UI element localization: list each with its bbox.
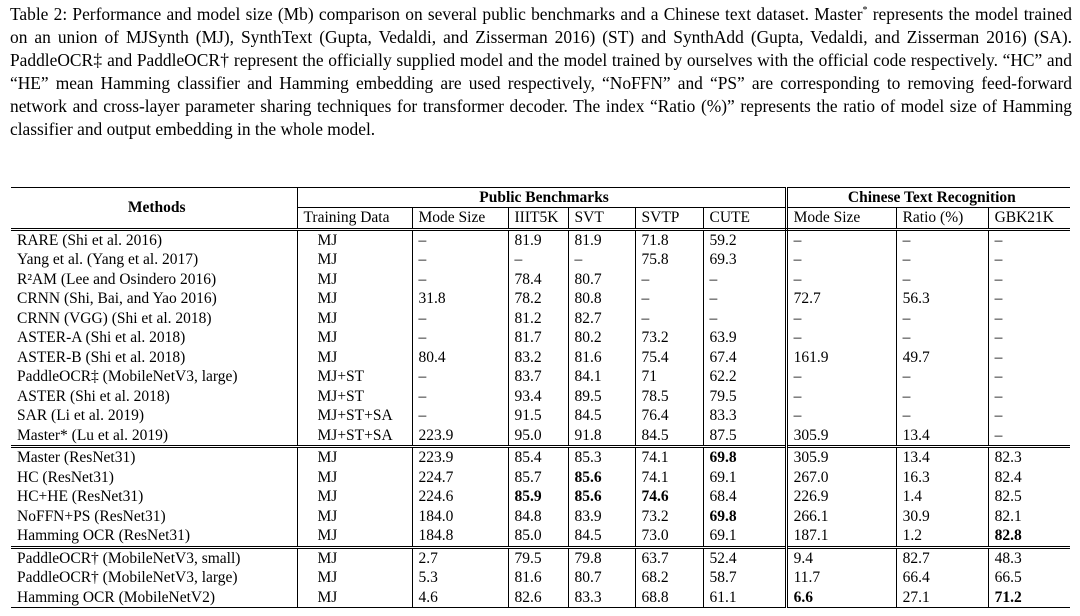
table-row	[11, 328, 1070, 348]
table-cell: 81.2	[508, 309, 568, 329]
caption-label: Table 2:	[10, 4, 68, 24]
table-row	[11, 426, 1070, 447]
table-cell: 85.0	[508, 526, 568, 547]
table-cell: 61.1	[703, 588, 786, 608]
table-cell: 82.8	[994, 527, 1022, 545]
table-cell: 82.4	[994, 468, 1022, 486]
table-cell: 4.6	[412, 588, 508, 608]
table-cell: 224.6	[412, 487, 508, 507]
table-row	[11, 387, 1070, 407]
table-row	[11, 568, 1070, 588]
table-cell: –	[703, 270, 786, 290]
table-cell: 74.6	[635, 487, 703, 507]
table-cell: 84.5	[635, 426, 703, 447]
table-cell: –	[994, 368, 1003, 386]
table-cell: 85.6	[568, 468, 635, 488]
col-svt: SVT	[568, 208, 635, 230]
table-cell: 81.9	[568, 229, 635, 250]
table-cell: 83.2	[508, 348, 568, 368]
table-cell: MJ+ST+SA	[297, 426, 412, 447]
table-cell: 81.7	[508, 328, 568, 348]
table-row	[11, 447, 1070, 468]
table-cell: –	[896, 328, 988, 348]
table-cell: 11.7	[786, 568, 896, 588]
table-cell: 58.7	[703, 568, 786, 588]
table-cell: –	[508, 250, 568, 270]
table-cell: 85.6	[568, 487, 635, 507]
table-cell: 68.8	[635, 588, 703, 608]
method-name: HC+HE (ResNet31)	[11, 487, 297, 507]
table-cell: 184.0	[412, 507, 508, 527]
table-cell: 91.5	[508, 406, 568, 426]
table-cell: 91.8	[568, 426, 635, 447]
table-cell: –	[412, 250, 508, 270]
section-resnet31	[11, 447, 1070, 548]
table-cell: 82.5	[994, 488, 1022, 506]
method-name: HC (ResNet31)	[11, 468, 297, 488]
table-cell: –	[412, 270, 508, 290]
table-cell: 74.1	[635, 468, 703, 488]
method-name: Master* (Lu et al. 2019)	[11, 426, 297, 447]
table-cell: MJ	[297, 289, 412, 309]
method-name: ASTER (Shi et al. 2018)	[11, 387, 297, 407]
table-cell: –	[412, 387, 508, 407]
table-cell: 81.6	[508, 568, 568, 588]
table-cell: –	[412, 309, 508, 329]
table-cell: 13.4	[896, 426, 988, 447]
table-cell: –	[994, 426, 1003, 444]
table-cell: 85.3	[568, 447, 635, 468]
method-name: SAR (Li et al. 2019)	[11, 406, 297, 426]
table-cell: MJ+ST	[297, 367, 412, 387]
table-cell: –	[412, 229, 508, 250]
table-cell: 79.5	[508, 547, 568, 568]
table-cell: 30.9	[896, 507, 988, 527]
table-cell: –	[994, 329, 1003, 347]
table-cell: –	[703, 289, 786, 309]
table-cell: 161.9	[786, 348, 896, 368]
method-name: CRNN (Shi, Bai, and Yao 2016)	[11, 289, 297, 309]
table-row	[11, 348, 1070, 368]
table-cell: 62.2	[703, 367, 786, 387]
table-cell: –	[896, 270, 988, 290]
table-cell: 69.3	[703, 250, 786, 270]
table-cell: 56.3	[896, 289, 988, 309]
table-cell: 184.8	[412, 526, 508, 547]
table-cell: 75.8	[635, 250, 703, 270]
chinese-text-header: Chinese Text Recognition	[786, 188, 1070, 208]
method-name: Master (ResNet31)	[11, 447, 297, 468]
table-cell: MJ+ST	[297, 387, 412, 407]
table-cell: 80.7	[568, 270, 635, 290]
table-cell: –	[896, 406, 988, 426]
table-cell: MJ	[297, 328, 412, 348]
method-name: NoFFN+PS (ResNet31)	[11, 507, 297, 527]
table-cell: –	[786, 270, 896, 290]
col-gbk21k: GBK21K	[988, 208, 1070, 230]
table-cell: 1.4	[896, 487, 988, 507]
col-cute: CUTE	[703, 208, 786, 230]
table-cell: –	[703, 309, 786, 329]
method-name: Hamming OCR (ResNet31)	[11, 526, 297, 547]
table-cell: 224.7	[412, 468, 508, 488]
table-cell: 84.5	[568, 526, 635, 547]
table-row	[11, 487, 1070, 507]
table-cell: 63.7	[635, 547, 703, 568]
method-name: ASTER-A (Shi et al. 2018)	[11, 328, 297, 348]
table-cell: 80.8	[568, 289, 635, 309]
table-cell: 66.4	[896, 568, 988, 588]
table-cell: 85.7	[508, 468, 568, 488]
table-cell: 76.4	[635, 406, 703, 426]
table-cell: 267.0	[786, 468, 896, 488]
table-cell: 52.4	[703, 547, 786, 568]
table-cell: 9.4	[786, 547, 896, 568]
table-cell: 89.5	[568, 387, 635, 407]
table-cell: 59.2	[703, 229, 786, 250]
table-cell: –	[412, 406, 508, 426]
col-svtp: SVTP	[635, 208, 703, 230]
table-row	[11, 468, 1070, 488]
table-cell: –	[994, 270, 1003, 288]
table-cell: 78.2	[508, 289, 568, 309]
table-cell: 79.5	[703, 387, 786, 407]
table-cell: –	[635, 309, 703, 329]
table-cell: 68.2	[635, 568, 703, 588]
table-cell: 84.1	[568, 367, 635, 387]
table-cell: 68.4	[703, 487, 786, 507]
table-cell: –	[994, 407, 1003, 425]
col-training-data: Training Data	[297, 208, 412, 230]
table-cell: MJ	[297, 348, 412, 368]
table-cell: MJ	[297, 487, 412, 507]
table-row	[11, 588, 1070, 608]
table-row	[11, 507, 1070, 527]
method-name: R²AM (Lee and Osindero 2016)	[11, 270, 297, 290]
table-cell: 84.8	[508, 507, 568, 527]
table-cell: 83.3	[568, 588, 635, 608]
table-cell: 66.5	[994, 569, 1022, 587]
table-cell: 16.3	[896, 468, 988, 488]
table-cell: 69.8	[703, 447, 786, 468]
table-cell: –	[412, 367, 508, 387]
method-name: PaddleOCR† (MobileNetV3, large)	[11, 568, 297, 588]
table-cell: 84.5	[568, 406, 635, 426]
table-cell: 81.9	[508, 229, 568, 250]
table-row	[11, 289, 1070, 309]
table-cell: 82.3	[988, 447, 1070, 468]
results-table	[11, 187, 1070, 608]
table-cell: 27.1	[896, 588, 988, 608]
table-cell: 85.4	[508, 447, 568, 468]
table-cell: 82.7	[568, 309, 635, 329]
table-cell: 71	[635, 367, 703, 387]
table-cell: –	[994, 348, 1003, 366]
table-row	[11, 229, 1070, 250]
table-row	[11, 250, 1070, 270]
table-cell: 223.9	[412, 447, 508, 468]
table-cell: MJ	[297, 526, 412, 547]
table-cell: 72.7	[786, 289, 896, 309]
col-mode-size: Mode Size	[412, 208, 508, 230]
table-cell: 83.3	[703, 406, 786, 426]
table-cell: 87.5	[703, 426, 786, 447]
public-benchmarks-header: Public Benchmarks	[297, 188, 786, 208]
col-cn-mode-size: Mode Size	[786, 208, 896, 230]
table-cell: 71.8	[635, 229, 703, 250]
table-row	[11, 309, 1070, 329]
method-name: RARE (Shi et al. 2016)	[11, 229, 297, 250]
table-cell: –	[568, 250, 635, 270]
table-cell: 79.8	[568, 547, 635, 568]
table-cell: MJ	[297, 250, 412, 270]
methods-header: Methods	[11, 188, 297, 230]
table-cell: 2.7	[412, 547, 508, 568]
table-row	[11, 547, 1070, 568]
table-cell: 74.1	[635, 447, 703, 468]
table-cell: 95.0	[508, 426, 568, 447]
table-cell: –	[994, 251, 1003, 269]
table-cell: –	[896, 367, 988, 387]
table-cell: –	[994, 290, 1003, 308]
table-cell: MJ	[297, 229, 412, 250]
table-cell: 1.2	[896, 526, 988, 547]
table-cell: –	[412, 328, 508, 348]
table-cell: MJ	[297, 468, 412, 488]
table-cell: 82.7	[896, 547, 988, 568]
table-cell: –	[994, 387, 1003, 405]
table-cell: MJ	[297, 270, 412, 290]
table-cell: 80.2	[568, 328, 635, 348]
table-cell: MJ	[297, 568, 412, 588]
table-cell: MJ+ST+SA	[297, 406, 412, 426]
table-cell: 13.4	[896, 447, 988, 468]
table-cell: 69.1	[703, 468, 786, 488]
table-cell: –	[786, 367, 896, 387]
method-name: CRNN (VGG) (Shi et al. 2018)	[11, 309, 297, 329]
table-cell: 6.6	[786, 588, 896, 608]
table-cell: –	[994, 309, 1003, 327]
caption-sup: *	[862, 5, 868, 17]
table-cell: –	[896, 250, 988, 270]
section-mobilenet	[11, 547, 1070, 608]
table-cell: –	[786, 328, 896, 348]
table-cell: 82.6	[508, 588, 568, 608]
table-cell: 73.0	[635, 526, 703, 547]
table-cell: –	[786, 309, 896, 329]
table-cell: –	[635, 270, 703, 290]
table-cell: –	[786, 229, 896, 250]
table-cell: 81.6	[568, 348, 635, 368]
table-cell: 73.2	[635, 328, 703, 348]
table-cell: 75.4	[635, 348, 703, 368]
table-row	[11, 526, 1070, 547]
table-cell: 305.9	[786, 426, 896, 447]
table-cell: 71.2	[988, 588, 1070, 608]
table-cell: 73.2	[635, 507, 703, 527]
table-cell: 49.7	[896, 348, 988, 368]
table-cell: MJ	[297, 447, 412, 468]
table-cell: 93.4	[508, 387, 568, 407]
table-cell: 226.9	[786, 487, 896, 507]
table-row	[11, 406, 1070, 426]
table-cell: 63.9	[703, 328, 786, 348]
table-cell: 83.9	[568, 507, 635, 527]
table-row	[11, 367, 1070, 387]
table-row	[11, 270, 1070, 290]
table-cell: MJ	[297, 507, 412, 527]
method-name: PaddleOCR‡ (MobileNetV3, large)	[11, 367, 297, 387]
table-cell: 305.9	[786, 447, 896, 468]
table-cell: 85.9	[508, 487, 568, 507]
table-cell: 5.3	[412, 568, 508, 588]
table-cell: MJ	[297, 309, 412, 329]
table-cell: –	[994, 231, 1003, 249]
table-cell: 223.9	[412, 426, 508, 447]
table-cell: MJ	[297, 547, 412, 568]
table-cell: –	[786, 250, 896, 270]
caption-text-1: Performance and model size (Mb) comparison on several public benchmarks and a Chinese text dataset. Master	[67, 4, 863, 24]
table-cell: 48.3	[988, 547, 1070, 568]
table-cell: 80.4	[412, 348, 508, 368]
table-cell: –	[896, 387, 988, 407]
method-name: ASTER-B (Shi et al. 2018)	[11, 348, 297, 368]
table-cell: –	[786, 406, 896, 426]
method-name: PaddleOCR† (MobileNetV3, small)	[11, 547, 297, 568]
table-cell: 67.4	[703, 348, 786, 368]
table-cell: 69.1	[703, 526, 786, 547]
col-iiit5k: IIIT5K	[508, 208, 568, 230]
table-cell: 80.7	[568, 568, 635, 588]
section-baselines	[11, 229, 1070, 447]
table-cell: –	[896, 229, 988, 250]
caption-text-2: represents the model trained on an union of MJSynth (MJ), SynthText (Gupta, Vedaldi, and Zisserman 2016) (ST) and SynthAdd (Gupta, Vedaldi, and Zisserman 2016) (SA). PaddleOCR‡ and PaddleOCR† represent the officially supplied model and the model trained by ourselves with the official code respectively. “HC” and “HE” mean Hamming classifier and Hamming embedding are used respectively, “NoFFN” and “PS” are corresponding to removing feed-forward network and cross-layer parameter sharing techniques for transformer decoder. The index “Ratio (%)” represents the ratio of model size of Hamming classifier and output embedding in the whole model.	[10, 4, 1073, 140]
table-cell: 78.5	[635, 387, 703, 407]
method-name: Hamming OCR (MobileNetV2)	[11, 588, 297, 608]
table-cell: MJ	[297, 588, 412, 608]
table-cell: 78.4	[508, 270, 568, 290]
table-caption	[10, 3, 1072, 142]
table-cell: 69.8	[703, 507, 786, 527]
method-name: Yang et al. (Yang et al. 2017)	[11, 250, 297, 270]
table-cell: –	[896, 309, 988, 329]
table-cell: 266.1	[786, 507, 896, 527]
table-cell: –	[786, 387, 896, 407]
table-cell: 31.8	[412, 289, 508, 309]
table-cell: –	[635, 289, 703, 309]
table-cell: 83.7	[508, 367, 568, 387]
table-cell: 187.1	[786, 526, 896, 547]
table-cell: 82.1	[994, 507, 1022, 525]
col-ratio: Ratio (%)	[896, 208, 988, 230]
